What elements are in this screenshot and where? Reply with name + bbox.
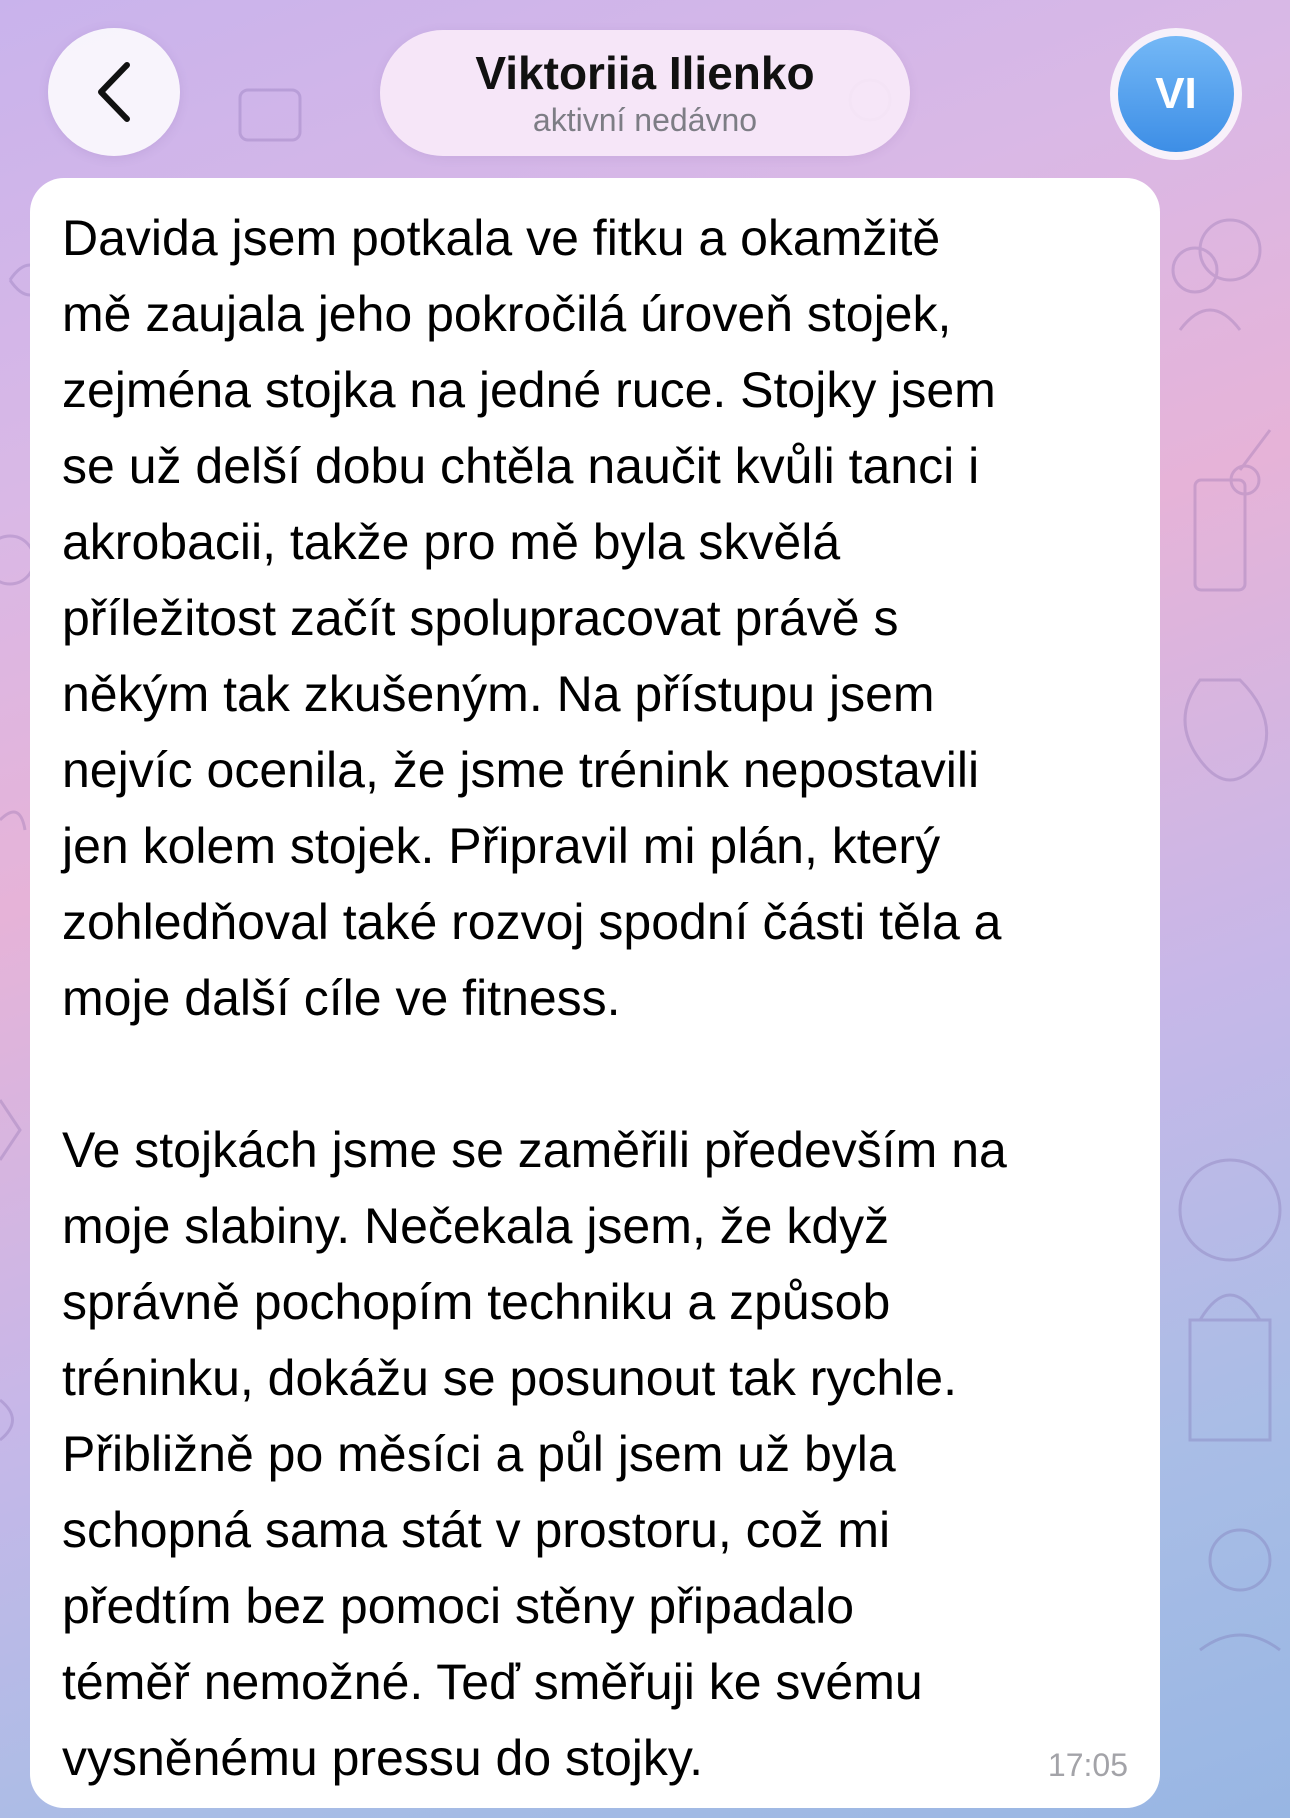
chat-header[interactable] [380, 30, 910, 156]
message-paragraph-1: Davida jsem potkala ve fitku a okamžitě mě zaujala jeho pokročilá úroveň stojek, zejména stojka na jedné ruce. Stojky jsem se už delší dobu chtěla naučit kvůli tanci i akrobacii, takže pro mě byla skvělá příležitost začít spolupracovat právě s někým tak zkušeným. Na přístupu jsem nejvíc ocenila, že jsme trénink nepostavili jen kolem stojek. Připravil mi plán, který zohledňoval také rozvoj spodní části těla a moje další cíle ve fitness. [62, 210, 1002, 1026]
avatar-initials: VI [1118, 36, 1234, 152]
contact-avatar[interactable] [1110, 28, 1242, 160]
message-paragraph-2: Ve stojkách jsme se zaměřili především na moje slabiny. Nečekala jsem, že když správně pochopím techniku a způsob tréninku, dokážu se posunout tak rychle. Přibližně po měsíci a půl jsem už byla schopná sama stát v prostoru, což mi předtím bez pomoci stěny připadalo téměř nemožné. Teď směřuji ke svému vysněnému pressu do stojky. [62, 1122, 1007, 1786]
chevron-left-icon [91, 59, 137, 125]
contact-status: aktivní nedávno [532, 102, 758, 138]
contact-name: Viktoriia Ilienko [475, 47, 815, 99]
message-bubble[interactable] [30, 178, 1160, 1808]
message-timestamp: 17:05 [1047, 1747, 1128, 1783]
back-button[interactable] [48, 28, 180, 156]
